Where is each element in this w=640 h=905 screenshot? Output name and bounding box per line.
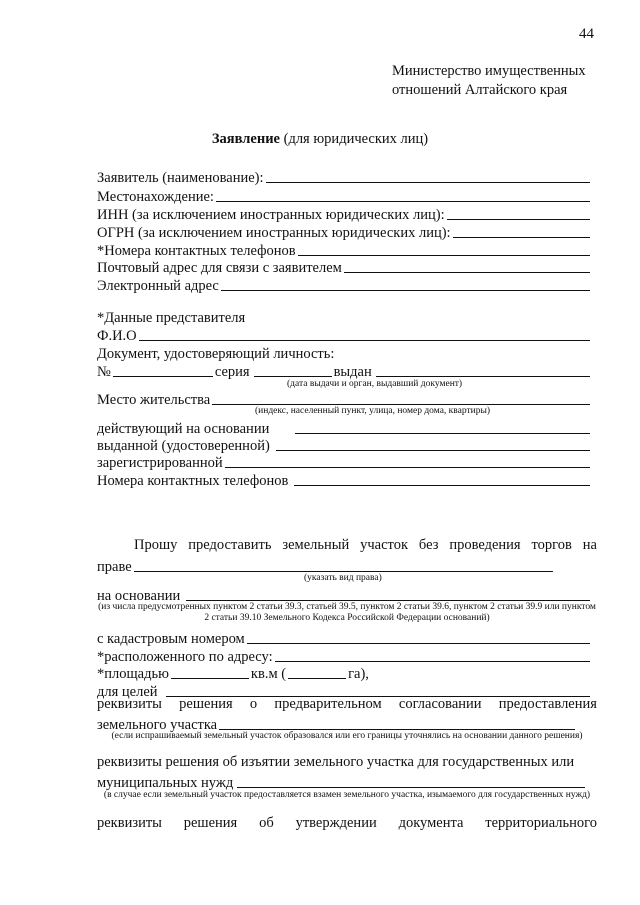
residence-field[interactable] bbox=[97, 388, 590, 408]
issued-label: выдан bbox=[333, 364, 372, 380]
issued-certified-label: выданной (удостоверенной) bbox=[97, 438, 270, 454]
basis-label: на основании bbox=[97, 588, 181, 604]
fill-line[interactable] bbox=[134, 571, 553, 572]
inn-label: ИНН (за исключением иностранных юридических лиц): bbox=[97, 207, 445, 223]
right-hint: (указать вид права) bbox=[304, 573, 382, 583]
issued-hint: (дата выдачи и орган, выдавший документ) bbox=[287, 379, 463, 389]
area-unit-ha: га), bbox=[348, 666, 369, 682]
fill-line[interactable] bbox=[221, 290, 590, 291]
fill-line[interactable] bbox=[219, 729, 575, 730]
word: реквизиты bbox=[97, 696, 162, 712]
fill-line[interactable] bbox=[139, 340, 590, 341]
word: участок bbox=[360, 537, 408, 553]
prelim-approval-paragraph bbox=[97, 696, 597, 713]
applicant-phones-label: *Номера контактных телефонов bbox=[97, 243, 296, 259]
area-ha-line[interactable] bbox=[288, 678, 346, 679]
right-label: праве bbox=[97, 559, 132, 575]
word: о bbox=[249, 696, 258, 712]
postal-address-label: Почтовый адрес для связи с заявителем bbox=[97, 260, 342, 276]
number-label: № bbox=[97, 364, 111, 380]
inn-field[interactable] bbox=[97, 203, 590, 223]
addressee-line-2: отношений Алтайского края bbox=[392, 82, 568, 98]
request-intro bbox=[134, 537, 597, 554]
residence-hint: (индекс, населенный пункт, улица, номер дома, квартиры) bbox=[255, 406, 491, 416]
area-field[interactable] bbox=[97, 662, 397, 682]
location-field[interactable] bbox=[97, 185, 590, 205]
word: реквизиты bbox=[97, 815, 162, 831]
fill-line[interactable] bbox=[237, 787, 585, 788]
word: согласовании bbox=[398, 696, 482, 712]
area-unit-sqm: кв.м ( bbox=[250, 666, 287, 682]
located-label: *расположенного по адресу: bbox=[97, 649, 273, 665]
fill-line[interactable] bbox=[212, 404, 590, 405]
id-document-field[interactable] bbox=[97, 360, 590, 380]
registered-label: зарегистрированной bbox=[97, 455, 223, 471]
word: об bbox=[259, 815, 274, 831]
request-intro-line bbox=[134, 537, 597, 554]
issued-input-line[interactable] bbox=[376, 376, 590, 377]
word: утверждении bbox=[295, 815, 377, 831]
fill-line[interactable] bbox=[247, 643, 590, 644]
document-title-bold: Заявление bbox=[211, 131, 280, 147]
withdrawal-line-1: реквизиты решения об изъятии земельного участка для государственных или bbox=[97, 754, 575, 770]
fill-line[interactable] bbox=[453, 237, 590, 238]
withdrawal-paragraph bbox=[97, 754, 597, 771]
addressee-line-1: Министерство имущественных bbox=[392, 63, 586, 79]
id-document-heading bbox=[97, 342, 590, 362]
number-input-line[interactable] bbox=[113, 376, 213, 377]
prelim-approval-label: земельного участка bbox=[97, 717, 218, 733]
area-label: *площадью bbox=[97, 666, 169, 682]
fio-label: Ф.И.О bbox=[97, 328, 137, 344]
residence-label: Место жительства bbox=[97, 392, 211, 408]
page-number: 44 bbox=[579, 26, 594, 42]
word: решения bbox=[183, 815, 238, 831]
fill-line[interactable] bbox=[294, 485, 590, 486]
series-label: серия bbox=[214, 364, 250, 380]
email-field[interactable] bbox=[97, 274, 590, 294]
fill-line[interactable] bbox=[266, 182, 590, 183]
acting-basis-label: действующий на основании bbox=[97, 421, 270, 437]
withdrawal-field[interactable] bbox=[97, 771, 585, 791]
representative-header bbox=[97, 306, 590, 326]
word: земельный bbox=[282, 537, 350, 553]
area-sqm-line[interactable] bbox=[171, 678, 249, 679]
word: Прошу bbox=[134, 537, 178, 553]
ogrn-label: ОГРН (за исключением иностранных юридических лиц): bbox=[97, 225, 451, 241]
prelim-approval-hint: (если испрашиваемый земельный участок образовался или его границы уточнялись на основании данного решения) bbox=[111, 731, 583, 741]
word: предоставления bbox=[498, 696, 597, 712]
word: торгов bbox=[531, 537, 572, 553]
withdrawal-hint: (в случае если земельный участок предоставляется взамен земельного участка, изымаемого для государственных нужд) bbox=[103, 790, 591, 800]
word: проведения bbox=[449, 537, 521, 553]
word: решения bbox=[179, 696, 233, 712]
approval-line bbox=[97, 815, 597, 832]
withdrawal-label: муниципальных нужд bbox=[97, 775, 234, 791]
document-title bbox=[0, 131, 640, 148]
email-label: Электронный адрес bbox=[97, 278, 219, 294]
registered-field[interactable] bbox=[97, 451, 590, 471]
representative-phones-field[interactable] bbox=[97, 469, 590, 489]
representative-header-label: *Данные представителя bbox=[97, 310, 246, 326]
fill-line[interactable] bbox=[447, 219, 590, 220]
applicant-name-label: Заявитель (наименование): bbox=[97, 170, 264, 186]
word: предоставить bbox=[188, 537, 272, 553]
representative-phones-label: Номера контактных телефонов bbox=[97, 473, 289, 489]
location-label: Местонахождение: bbox=[97, 189, 214, 205]
fio-field[interactable] bbox=[97, 324, 590, 344]
word: территориального bbox=[485, 815, 597, 831]
addressee-block bbox=[392, 62, 586, 100]
prelim-approval-field[interactable] bbox=[97, 713, 575, 733]
word: на bbox=[582, 537, 597, 553]
basis-field[interactable] bbox=[97, 584, 590, 604]
right-field[interactable] bbox=[97, 555, 553, 575]
fill-line[interactable] bbox=[186, 600, 590, 601]
fill-line[interactable] bbox=[225, 467, 590, 468]
purpose-label: для целей bbox=[97, 684, 158, 700]
applicant-name-field[interactable] bbox=[97, 166, 590, 186]
cadastral-label: с кадастровым номером bbox=[97, 631, 245, 647]
basis-hint: (из числа предусмотренных пунктом 2 статьи 39.3, статьей 39.5, пунктом 2 статьи 39.6, пунктом 2 статьи 39.9 или пунктом 2 статьи 39.10 Земельного Кодекса Российской Федерации оснований) bbox=[98, 602, 596, 623]
ogrn-field[interactable] bbox=[97, 221, 590, 241]
fill-line[interactable] bbox=[344, 272, 590, 273]
postal-address-field[interactable] bbox=[97, 256, 590, 276]
word: без bbox=[418, 537, 439, 553]
approval-paragraph bbox=[97, 815, 597, 832]
id-document-label: Документ, удостоверяющий личность: bbox=[97, 346, 335, 362]
document-title-rest: (для юридических лиц) bbox=[279, 131, 429, 147]
series-input-line[interactable] bbox=[254, 376, 332, 377]
word: документа bbox=[398, 815, 464, 831]
word: предварительном bbox=[274, 696, 382, 712]
prelim-approval-line bbox=[97, 696, 597, 713]
cadastral-field[interactable] bbox=[97, 627, 590, 647]
fill-line[interactable] bbox=[216, 201, 590, 202]
